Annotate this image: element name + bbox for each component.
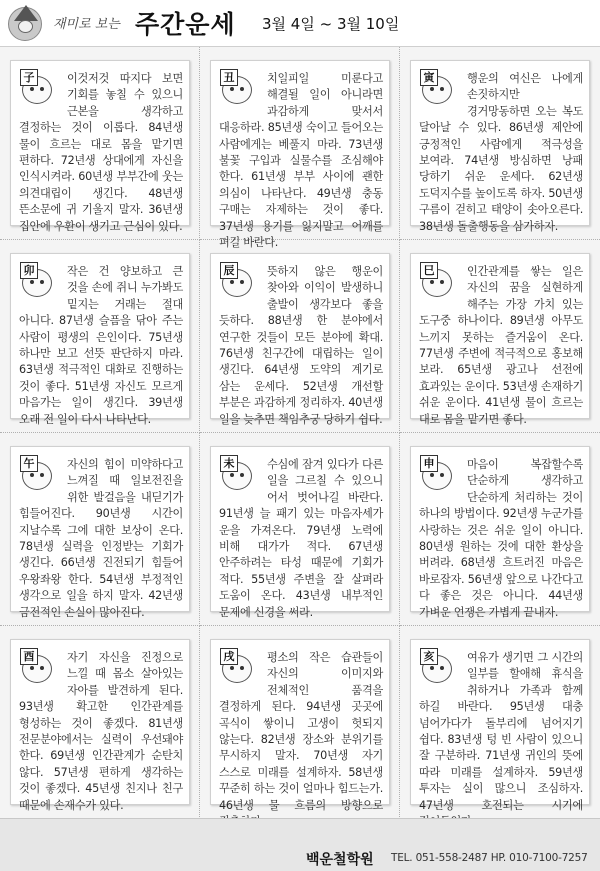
- zodiac-character: 寅: [420, 69, 438, 86]
- horoscope-grid: [0, 46, 600, 818]
- zodiac-character: 戌: [220, 648, 238, 665]
- page-title: 주간운세: [135, 10, 236, 39]
- fortune-text-body: 자신의 힘이 미약하다고 느껴질 때 일보전진을 위한 발걸음을 내딛기가 힘들어진다. 90년생 시간이 지날수록 그에 대한 보상이 온다. 78년생 실력을 인정받는 기회가 생긴다. 66년생 진전되기 힘들어 우왕좌왕 한다. 54년생 부정적인 생각으로 일을 하지 말자. 42년생 금전적인 손실이 많아진다.: [19, 458, 183, 619]
- horoscope-card: [10, 446, 190, 619]
- fortune-text: [419, 457, 583, 621]
- horoscope-card: [10, 60, 190, 233]
- horoscope-card: [410, 253, 590, 426]
- zodiac-character: 辰: [220, 262, 238, 279]
- zodiac-character: 卯: [20, 262, 38, 279]
- fortune-text: [419, 71, 583, 235]
- date-range: 3월 4일 ~ 3월 10일: [262, 15, 400, 33]
- fortune-text: [219, 71, 383, 251]
- fortune-text: [219, 264, 383, 428]
- fortune-text: [419, 264, 583, 428]
- header: [0, 0, 600, 46]
- horoscope-cell: [200, 240, 400, 433]
- header-subtitle: 재미로 보는: [53, 17, 120, 32]
- horoscope-card: [10, 253, 190, 426]
- zodiac-character: 未: [220, 455, 238, 472]
- fortune-teller-logo-icon: [8, 5, 46, 41]
- fortune-text-body: 뜻하지 않은 행운이 찾아와 이익이 발생하니 출발이 생각보다 좋을 듯하다. 88년생 한 분야에서 연구한 것들이 모든 분야에 확대. 76년생 친구간에 대립하는 일이 생긴다. 64년생 도약의 계기로 삼는 운세다. 52년생 개선할 부분은 과감하게 정리하자. 40년생 일을 늦추면 책임추궁 당하기 쉽다.: [219, 265, 383, 426]
- fortune-text: [19, 650, 183, 814]
- horoscope-cell: [0, 47, 200, 240]
- fortune-text: [419, 650, 583, 830]
- fortune-text-body: 수심에 잠겨 있다가 다른 일을 그르칠 수 있으니 어서 벗어나길 바란다. 91년생 늘 패기 있는 마음자세가 운을 가져온다. 79년생 노력에 비해 대가가 적다. 67년생 안주하려는 타성 때문에 기회가 적다. 55년생 주변을 잘 살펴라 도움이 온다. 43년생 내부적인 문제에 신경을 써라.: [219, 458, 383, 619]
- zodiac-character: 酉: [20, 648, 38, 665]
- fortune-text-body: 자기 자신을 진정으로 느낄 때 몸소 살아있는 자아를 발견하게 된다. 93년생 확고한 인간관계를 형성하는 것이 좋겠다. 81년생 전문분야에서는 실력이 우선돼야 한다. 69년생 인간관계가 순탄치 않다. 57년생 편하게 생각하는 것이 좋겠다. 45년생 친지나 친구 때문에 손재수가 있다.: [19, 651, 183, 812]
- zodiac-character: 申: [420, 455, 438, 472]
- horoscope-cell: [400, 626, 600, 819]
- fortune-text-body: 평소의 작은 습관들이 자신의 이미지와 전체적인 품격을 결정하게 된다. 94년생 곳곳에 곡식이 쌓이니 고생이 헛되지 않는다. 82년생 장소와 분위기를 무시하지 말자. 70년생 자기 스스로 미래를 설계하자. 58년생 꾸준히 하는 것이 얼마나 힘드는가. 46년생 물 흐름의 방향으로: [219, 651, 383, 812]
- zodiac-character: 巳: [420, 262, 438, 279]
- fortune-text: [19, 264, 183, 428]
- horoscope-card: [410, 446, 590, 619]
- horoscope-cell: [0, 433, 200, 626]
- fortune-text: [19, 71, 183, 235]
- horoscope-card: [10, 639, 190, 812]
- horoscope-cell: [200, 47, 400, 250]
- horoscope-cell: [400, 433, 600, 626]
- horoscope-card: [210, 60, 390, 250]
- fortune-text: [19, 457, 183, 621]
- fortune-text-body: 마음이 복잡할수록 단순하게 생각하고 단순하게 처리하는 것이 하나의 방법이다. 92년생 누군가를 사랑하는 것은 쉬운 일이 아니다. 80년생 원하는 것에 대한 환상을 버려라. 68년생 흐트러진 마음은 바로잡자. 56년생 앞으로 나간다고 다 좋은 것은 아니다. 44년생 가벼운 언쟁은 가볍게 끝내자.: [419, 458, 583, 619]
- footer: [0, 818, 600, 871]
- zodiac-character: 子: [20, 69, 38, 86]
- fortune-text: [219, 650, 383, 830]
- zodiac-character: 午: [20, 455, 38, 472]
- fortune-text-body: 이것저것 따지다 보면 기회를 놓칠 수 있으니 근본을 생각하고 결정하는 것이 이롭다. 84년생 물이 흐르는 대로 몸을 맡기면 편하다. 72년생 상대에게 자신을 인식시켜라. 60년생 부부간에 웃는 의견대립이 생긴다. 48년생 뜬소문에 귀 기울지 말자. 36년생 집안에 우환이 생기고 근심이 있다.: [19, 72, 183, 233]
- fortune-text-body: 여유가 생기면 그 시간의 일부를 할애해 휴식을 취하거나 가족과 함께 하길 바란다. 95년생 대충 넘어가다가 돌부리에 넘어지기 쉽다. 83년생 텅 빈 사람이 있으니 잘 구분하라. 71년생 귀인의 뜻에 따라 미래를 설계하자. 59년생 투자는 실이 많으니 조심하자. 47년생 호전되는 시기에: [419, 651, 583, 812]
- fortune-text-body: 작은 건 양보하고 큰 것을 손에 쥐니 누가봐도 밑지는 거래는 절대 아니다. 87년생 슬픔을 닦아 주는 사람이 평생의 은인이다. 75년생 하나만 보고 선뜻 판단하지 마라. 63년생 적극적인 대화로 진행하는 것이 좋다. 51년생 자신도 모르게 마음가는 일이 생긴다. 39년생 오래 전 일이 다시 나타난다.: [19, 265, 183, 426]
- horoscope-card: [210, 253, 390, 426]
- contact-info: TEL. 051-558-2487 HP. 010-7100-7257: [391, 852, 588, 864]
- horoscope-cell: [0, 626, 200, 819]
- fortune-text-body: 행운의 여신은 나에게 손짓하지만 경거망동하면 오는 복도 달아날 수 있다. 86년생 제안에 긍정적인 사람에게 적극성을 보여라. 74년생 방심하면 낭패 당하기 쉬운 운세다. 62년생 도덕지수를 높이도록 하자. 50년생 구름이 걷히고 태양이 솟아오른다. 38년생 돌출행동을 삼가하자.: [419, 72, 583, 233]
- horoscope-cell: [200, 433, 400, 626]
- horoscope-cell: [400, 47, 600, 240]
- horoscope-cell: [400, 240, 600, 433]
- fortune-text-body: 치일피일 미룬다고 해결될 일이 아니라면 과감하게 맞서서 대응하라. 85년생 숙이고 들어오는 사람에게는 베풀지 마라. 73년생 불꽃 구입과 실물수를 조심해야 한다. 61년생 부부 사이에 괜한 의심이 나타난다. 49년생 충동 구매는 자제하는 것이 좋다. 37년생 용기를 잃지말고 어깨를 펴길 바란다.: [219, 72, 383, 250]
- horoscope-card: [210, 639, 390, 812]
- academy-name: 백운철학원: [306, 852, 374, 868]
- horoscope-card: [410, 60, 590, 233]
- horoscope-cell: [200, 626, 400, 819]
- zodiac-character: 亥: [420, 648, 438, 665]
- horoscope-cell: [0, 240, 200, 433]
- horoscope-card: [210, 446, 390, 619]
- fortune-text-body: 인간관계를 쌓는 일은 자신의 꿈을 실현하게 해주는 가장 가치 있는 도구중 하나이다. 89년생 아무도 느끼지 못하는 즐거움이 온다. 77년생 주변에 적극적으로 홍보해 보라. 65년생 광고나 선전에 효과있는 운이다. 53년생 손재하기 쉬운 운이다. 41년생 물이 흐르는 대로 몸을 맡기면 좋다.: [419, 265, 583, 426]
- fortune-text: [219, 457, 383, 621]
- horoscope-card: [410, 639, 590, 812]
- zodiac-character: 丑: [220, 69, 238, 86]
